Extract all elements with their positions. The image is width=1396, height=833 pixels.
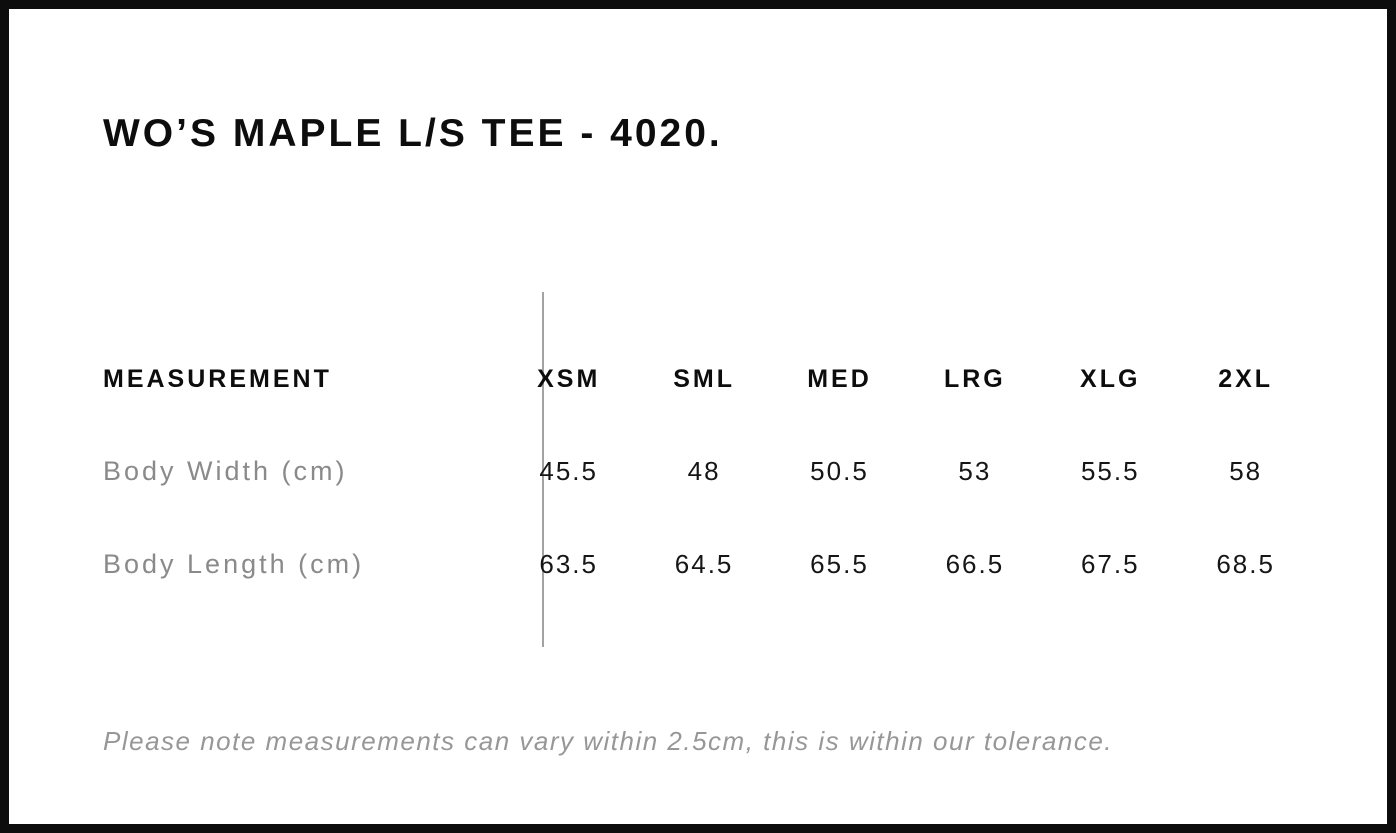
table-row-body-width [103,447,1317,495]
body-length-xsm: 63.5 [539,548,598,579]
body-width-xsm: 45.5 [539,455,598,486]
size-header-lrg: LRG [943,364,1006,393]
body-length-med: 65.5 [810,548,869,579]
measurement-column-header: MEASUREMENT [103,364,332,393]
size-header-med: MED [807,364,872,393]
body-length-xlg: 67.5 [1080,548,1140,579]
size-table-header-row [103,355,1317,403]
product-title: WO’S MAPLE L/S TEE - 4020. [103,112,723,155]
size-header-xlg: XLG [1080,364,1141,393]
body-width-xlg: 55.5 [1080,455,1140,486]
body-width-2xl: 58 [1229,455,1263,486]
tolerance-note: Please note measurements can vary within 2.5cm, this is within our tolerance. [103,726,1114,756]
body-length-sml: 64.5 [674,548,734,579]
body-length-2xl: 68.5 [1216,548,1275,579]
table-row-body-length [103,540,1317,588]
size-header-sml: SML [673,364,735,393]
size-header-2xl: 2XL [1218,364,1274,393]
row-label-body-width: Body Width (cm) [103,455,348,486]
size-header-xsm: XSM [537,364,601,393]
row-label-body-length: Body Length (cm) [103,548,365,579]
body-width-sml: 48 [687,455,721,486]
body-width-lrg: 53 [958,455,992,486]
body-width-med: 50.5 [810,455,869,486]
body-length-lrg: 66.5 [945,548,1005,579]
